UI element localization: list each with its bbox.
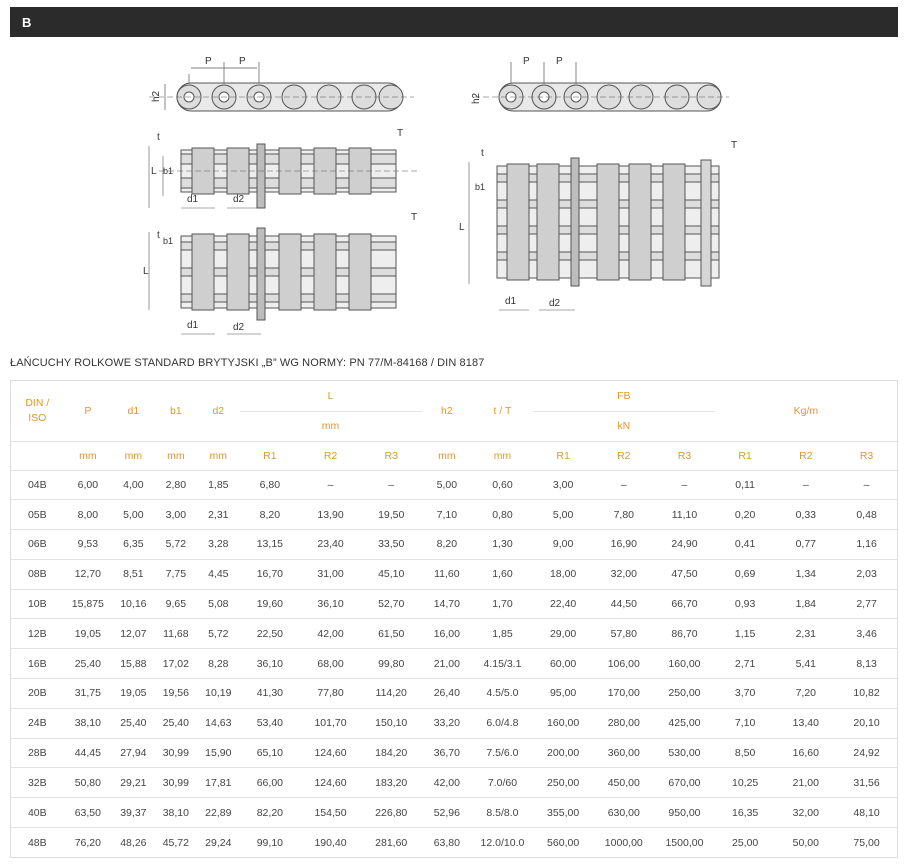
header-l-unit [240, 411, 422, 441]
table-cell: 5,00 [112, 500, 154, 530]
table-cell: 7.0/60 [472, 768, 533, 798]
table-cell: 6.0/4.8 [472, 708, 533, 738]
table-cell: 77,80 [300, 679, 361, 709]
table-cell: 0,80 [472, 500, 533, 530]
unit-cell: mm [112, 441, 154, 470]
table-cell: 150,10 [361, 708, 422, 738]
table-row [11, 649, 897, 679]
table-cell: 22,40 [533, 589, 594, 619]
table-cell: 82,20 [240, 798, 301, 828]
label-d1-duplex: d1 [187, 320, 199, 331]
table-cell: 14,63 [197, 708, 239, 738]
table-cell: 25,40 [112, 708, 154, 738]
right-top-view-triplex [459, 140, 737, 310]
table-cell: 23,40 [300, 530, 361, 560]
table-cell: 99,10 [240, 828, 301, 858]
label-T-right: T [731, 140, 738, 151]
table-cell: 3,28 [197, 530, 239, 560]
table-cell: 86,70 [654, 619, 715, 649]
unit-cell: mm [155, 441, 197, 470]
table-cell: – [361, 470, 422, 500]
chain-designation-cell: 08B [11, 559, 64, 589]
chain-designation-cell: 06B [11, 530, 64, 560]
table-cell: 11,10 [654, 500, 715, 530]
chain-designation-cell: 10B [11, 589, 64, 619]
table-cell: 25,40 [64, 649, 113, 679]
table-cell: 3,70 [715, 679, 776, 709]
table-cell: 15,875 [64, 589, 113, 619]
table-cell: 1,84 [775, 589, 836, 619]
table-cell: 41,30 [240, 679, 301, 709]
table-row [11, 619, 897, 649]
table-cell: 1,85 [472, 619, 533, 649]
header-l-label: L [327, 389, 334, 402]
table-cell: 8,13 [836, 649, 897, 679]
table-cell: 124,60 [300, 738, 361, 768]
table-cell: 355,00 [533, 798, 594, 828]
table-cell: 33,50 [361, 530, 422, 560]
left-side-view [149, 56, 414, 111]
table-cell: 3,00 [533, 470, 594, 500]
table-cell: 15,90 [197, 738, 239, 768]
table-cell: 190,40 [300, 828, 361, 858]
table-cell: 1,70 [472, 589, 533, 619]
table-cell: 124,60 [300, 768, 361, 798]
header-p: P [64, 381, 113, 441]
table-cell: 6,80 [240, 470, 301, 500]
table-cell: 8.5/8.0 [472, 798, 533, 828]
header-l [240, 381, 422, 411]
chain-designation-cell: 48B [11, 828, 64, 858]
table-cell: 63,80 [422, 828, 473, 858]
table-cell: 5,41 [775, 649, 836, 679]
table-cell: 18,00 [533, 559, 594, 589]
table-cell: 2,77 [836, 589, 897, 619]
table-cell: 6,35 [112, 530, 154, 560]
chain-designation-cell: 32B [11, 768, 64, 798]
table-cell: 36,70 [422, 738, 473, 768]
table-cell: 99,80 [361, 649, 422, 679]
table-cell: 10,16 [112, 589, 154, 619]
table-cell: 16,00 [422, 619, 473, 649]
unit-cell: mm [422, 441, 473, 470]
table-cell: 66,00 [240, 768, 301, 798]
chain-designation-cell: 12B [11, 619, 64, 649]
table-cell: 0,77 [775, 530, 836, 560]
label-T-left-2: T [411, 212, 418, 223]
header-din: DIN / [25, 396, 50, 409]
table-cell: 29,00 [533, 619, 594, 649]
table-cell: 13,15 [240, 530, 301, 560]
label-t-left-2: t [157, 230, 160, 241]
label-d2-duplex: d2 [233, 322, 245, 333]
label-h2-right: h2 [471, 92, 482, 104]
header-b1: b1 [155, 381, 197, 441]
table-cell: 950,00 [654, 798, 715, 828]
table-cell: 47,50 [654, 559, 715, 589]
label-d1-top: d1 [187, 194, 199, 205]
unit-cell: R2 [593, 441, 654, 470]
label-p-right1: P [523, 56, 530, 67]
table-cell: 0,33 [775, 500, 836, 530]
table-cell: 19,56 [155, 679, 197, 709]
table-cell: – [654, 470, 715, 500]
table-cell: 183,20 [361, 768, 422, 798]
table-cell: 0,41 [715, 530, 776, 560]
table-cell: 15,88 [112, 649, 154, 679]
table-cell: 52,70 [361, 589, 422, 619]
table-cell: 3,46 [836, 619, 897, 649]
table-cell: 450,00 [593, 768, 654, 798]
unit-cell: mm [64, 441, 113, 470]
label-p-right2: P [556, 56, 563, 67]
table-cell: 5,00 [422, 470, 473, 500]
table-cell: 4,45 [197, 559, 239, 589]
table-cell: 8,50 [715, 738, 776, 768]
label-b1-right: b1 [475, 182, 486, 192]
table-cell: 5,72 [155, 530, 197, 560]
chain-designation-cell: 16B [11, 649, 64, 679]
table-cell: 160,00 [533, 708, 594, 738]
label-b1-left: b1 [163, 166, 174, 176]
table-cell: 9,00 [533, 530, 594, 560]
table-cell: 60,00 [533, 649, 594, 679]
unit-cell: R1 [240, 441, 301, 470]
table-cell: 19,50 [361, 500, 422, 530]
table-row [11, 768, 897, 798]
table-cell: 45,72 [155, 828, 197, 858]
table-cell: 1,15 [715, 619, 776, 649]
table-cell: 1,85 [197, 470, 239, 500]
table-cell: 16,60 [775, 738, 836, 768]
table-cell: 44,50 [593, 589, 654, 619]
table-cell: 25,40 [155, 708, 197, 738]
table-row [11, 470, 897, 500]
chain-designation-cell: 05B [11, 500, 64, 530]
table-cell: 32,00 [593, 559, 654, 589]
table-cell: 3,00 [155, 500, 197, 530]
table-cell: 30,99 [155, 738, 197, 768]
table-cell: 38,10 [155, 798, 197, 828]
label-t-right: t [481, 148, 484, 159]
header-d1: d1 [112, 381, 154, 441]
table-cell: 19,05 [112, 679, 154, 709]
label-t-left: t [157, 132, 160, 143]
table-cell: 530,00 [654, 738, 715, 768]
table-caption: ŁAŃCUCHY ROLKOWE STANDARD BRYTYJSKI „B” WG NORMY: PN 77/M-84168 / DIN 8187 [10, 357, 485, 369]
table-cell: 101,70 [300, 708, 361, 738]
header-d2: d2 [197, 381, 239, 441]
left-top-view-duplex [143, 212, 417, 334]
table-cell: – [775, 470, 836, 500]
table-cell: 7.5/6.0 [472, 738, 533, 768]
table-cell: 48,10 [836, 798, 897, 828]
table-cell: 10,25 [715, 768, 776, 798]
table-cell: 670,00 [654, 768, 715, 798]
table-cell: 2,31 [775, 619, 836, 649]
table-cell: 250,00 [533, 768, 594, 798]
table-cell: 630,00 [593, 798, 654, 828]
table-cell: 7,75 [155, 559, 197, 589]
header-fb-unit-label: kN [617, 420, 631, 432]
table-cell: 114,20 [361, 679, 422, 709]
label-p1: P [205, 56, 212, 67]
table-cell: 4.15/3.1 [472, 649, 533, 679]
table-cell: 8,51 [112, 559, 154, 589]
table-cell: 160,00 [654, 649, 715, 679]
header-t: t / T [472, 381, 533, 441]
table-cell: 36,10 [300, 589, 361, 619]
unit-cell: R2 [775, 441, 836, 470]
table-row [11, 828, 897, 858]
table-cell: 5,08 [197, 589, 239, 619]
table-cell: 2,31 [197, 500, 239, 530]
table-cell: 24,92 [836, 738, 897, 768]
table-row [11, 500, 897, 530]
table-cell: 7,80 [593, 500, 654, 530]
table-cell: 95,00 [533, 679, 594, 709]
table-cell: 9,65 [155, 589, 197, 619]
table-cell: 7,10 [422, 500, 473, 530]
unit-cell-empty [11, 441, 64, 470]
table-cell: 42,00 [422, 768, 473, 798]
table-cell: 19,05 [64, 619, 113, 649]
label-L-left: L [151, 166, 157, 177]
table-cell: 50,00 [775, 828, 836, 858]
table-cell: 32,00 [775, 798, 836, 828]
table-cell: 63,50 [64, 798, 113, 828]
table-cell: 200,00 [533, 738, 594, 768]
section-header [10, 7, 898, 37]
table-cell: 25,00 [715, 828, 776, 858]
table-cell: 8,28 [197, 649, 239, 679]
table-cell: – [593, 470, 654, 500]
table-cell: 5,00 [533, 500, 594, 530]
label-d2-top: d2 [233, 194, 245, 205]
table-cell: 6,00 [64, 470, 113, 500]
table-cell: 10,19 [197, 679, 239, 709]
table-cell: 53,40 [240, 708, 301, 738]
table-cell: 7,20 [775, 679, 836, 709]
table-cell: 184,20 [361, 738, 422, 768]
table-cell: 61,50 [361, 619, 422, 649]
table-cell: 16,35 [715, 798, 776, 828]
table-cell: 1,34 [775, 559, 836, 589]
table-cell: 17,02 [155, 649, 197, 679]
table-cell: 0,93 [715, 589, 776, 619]
table-cell: 1,16 [836, 530, 897, 560]
table-row [11, 679, 897, 709]
table-cell: 14,70 [422, 589, 473, 619]
table-cell: 16,70 [240, 559, 301, 589]
table-cell: 66,70 [654, 589, 715, 619]
table-cell: 106,00 [593, 649, 654, 679]
table-cell: 8,20 [240, 500, 301, 530]
table-cell: 36,10 [240, 649, 301, 679]
unit-cell: mm [472, 441, 533, 470]
unit-cell: R2 [300, 441, 361, 470]
table-cell: 21,00 [422, 649, 473, 679]
label-T-left: T [397, 128, 404, 139]
table-cell: 42,00 [300, 619, 361, 649]
table-cell: 19,60 [240, 589, 301, 619]
table-cell: 33,20 [422, 708, 473, 738]
table-cell: 0,69 [715, 559, 776, 589]
table-cell: 12,70 [64, 559, 113, 589]
table-cell: 170,00 [593, 679, 654, 709]
table-cell: 30,99 [155, 768, 197, 798]
table-cell: 0,48 [836, 500, 897, 530]
unit-cell: R3 [654, 441, 715, 470]
table-cell: 29,21 [112, 768, 154, 798]
label-h2: h2 [151, 90, 162, 102]
chain-designation-cell: 40B [11, 798, 64, 828]
table-cell: 68,00 [300, 649, 361, 679]
table-cell: 11,68 [155, 619, 197, 649]
table-cell: 5,72 [197, 619, 239, 649]
chain-diagram [129, 48, 778, 346]
unit-cell: R3 [361, 441, 422, 470]
chain-designation-cell: 20B [11, 679, 64, 709]
table-cell: 31,75 [64, 679, 113, 709]
table-cell: 280,00 [593, 708, 654, 738]
table-cell: 1000,00 [593, 828, 654, 858]
table-cell: 0,20 [715, 500, 776, 530]
table-cell: 48,26 [112, 828, 154, 858]
table-row [11, 589, 897, 619]
table-cell: 8,20 [422, 530, 473, 560]
table-cell: 31,56 [836, 768, 897, 798]
table-row [11, 738, 897, 768]
table-cell: 22,50 [240, 619, 301, 649]
chain-designation-cell: 24B [11, 708, 64, 738]
table-cell: 76,20 [64, 828, 113, 858]
table-cell: 4.5/5.0 [472, 679, 533, 709]
table-cell: 0,60 [472, 470, 533, 500]
table-cell: 154,50 [300, 798, 361, 828]
table-cell: 560,00 [533, 828, 594, 858]
table-cell: 2,03 [836, 559, 897, 589]
table-cell: 1500,00 [654, 828, 715, 858]
unit-cell: mm [197, 441, 239, 470]
table-cell: 27,94 [112, 738, 154, 768]
label-d2-right: d2 [549, 298, 561, 309]
table-cell: 44,45 [64, 738, 113, 768]
label-d1-right: d1 [505, 296, 517, 307]
header-iso: ISO [28, 411, 47, 424]
table-cell: 29,24 [197, 828, 239, 858]
table-cell: 65,10 [240, 738, 301, 768]
table-cell: 12,07 [112, 619, 154, 649]
header-kgm: Kg/m [715, 381, 897, 441]
table-cell: 16,90 [593, 530, 654, 560]
table-cell: 281,60 [361, 828, 422, 858]
table-cell: 2,71 [715, 649, 776, 679]
table-cell: 39,37 [112, 798, 154, 828]
table-cell: 8,00 [64, 500, 113, 530]
unit-cell: R1 [533, 441, 594, 470]
header-fb [533, 381, 715, 411]
units-row [11, 441, 897, 470]
table-cell: 38,10 [64, 708, 113, 738]
table-cell: – [300, 470, 361, 500]
label-L-right: L [459, 222, 465, 233]
unit-cell: R3 [836, 441, 897, 470]
table-cell: 360,00 [593, 738, 654, 768]
table-cell: 13,90 [300, 500, 361, 530]
section-title: B [22, 15, 32, 30]
table-cell: 20,10 [836, 708, 897, 738]
table-cell: 4,00 [112, 470, 154, 500]
table-cell: 7,10 [715, 708, 776, 738]
table-cell: 1,60 [472, 559, 533, 589]
left-top-view-simplex [149, 128, 419, 208]
header-fb-unit [533, 411, 715, 441]
chain-spec-table [10, 380, 898, 858]
table-cell: 13,40 [775, 708, 836, 738]
chain-designation-cell: 04B [11, 470, 64, 500]
header-h2: h2 [422, 381, 473, 441]
table-cell: 22,89 [197, 798, 239, 828]
table-cell: 12.0/10.0 [472, 828, 533, 858]
table-cell: 26,40 [422, 679, 473, 709]
table-cell: 11,60 [422, 559, 473, 589]
table-cell: – [836, 470, 897, 500]
table-cell: 21,00 [775, 768, 836, 798]
table-cell: 75,00 [836, 828, 897, 858]
table-cell: 45,10 [361, 559, 422, 589]
table-row [11, 708, 897, 738]
header-fb-label: FB [617, 389, 631, 402]
table-cell: 2,80 [155, 470, 197, 500]
unit-cell: R1 [715, 441, 776, 470]
table-cell: 17,81 [197, 768, 239, 798]
right-side-view [471, 56, 729, 111]
table-row [11, 798, 897, 828]
table-cell: 9,53 [64, 530, 113, 560]
table-row [11, 559, 897, 589]
table-cell: 10,82 [836, 679, 897, 709]
table-cell: 57,80 [593, 619, 654, 649]
table-cell: 31,00 [300, 559, 361, 589]
chain-designation-cell: 28B [11, 738, 64, 768]
table-row [11, 530, 897, 560]
table-cell: 0,11 [715, 470, 776, 500]
label-L-left-2: L [143, 266, 149, 277]
table-cell: 425,00 [654, 708, 715, 738]
label-p2: P [239, 56, 246, 67]
table-cell: 50,80 [64, 768, 113, 798]
table-cell: 1,30 [472, 530, 533, 560]
table-cell: 24,90 [654, 530, 715, 560]
header-l-unit-label: mm [321, 420, 340, 432]
table-cell: 52,96 [422, 798, 473, 828]
table-cell: 226,80 [361, 798, 422, 828]
label-b1-left-2: b1 [163, 236, 174, 246]
table-cell: 250,00 [654, 679, 715, 709]
header-din-iso [11, 381, 64, 441]
